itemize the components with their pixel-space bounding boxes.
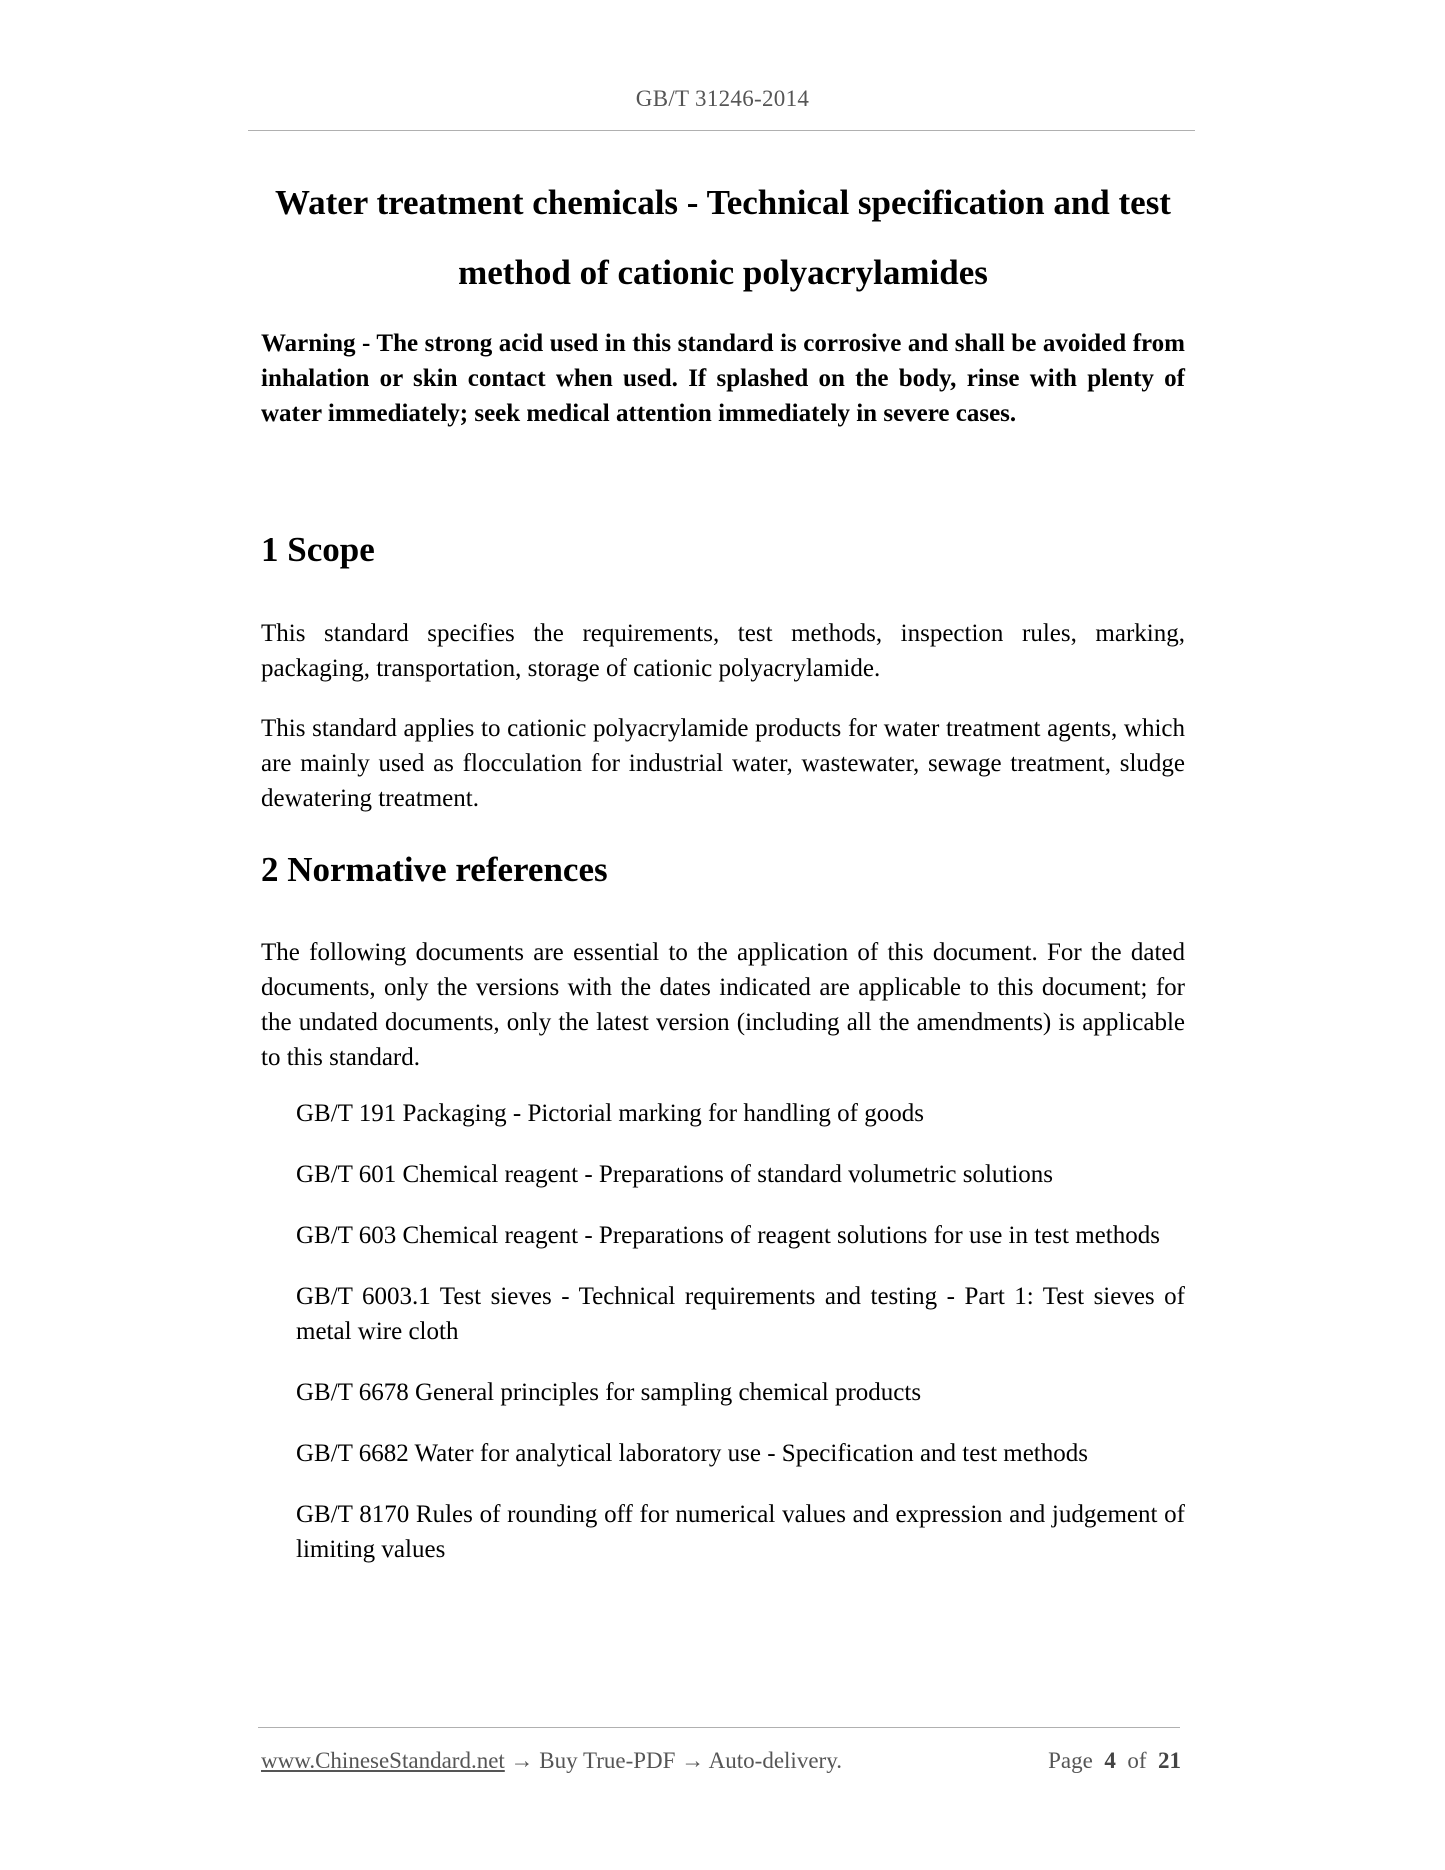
- document-title: [258, 168, 1188, 308]
- arrow-right-icon: →: [510, 1748, 534, 1773]
- reference-item: GB/T 601 Chemical reagent - Preparations of standard volumetric solutions: [296, 1161, 1054, 1188]
- footer-divider: [258, 1727, 1180, 1728]
- section-heading-scope: 1 Scope: [261, 530, 375, 569]
- page-of-label: of: [1127, 1748, 1147, 1773]
- warning-notice: Warning - The strong acid used in this standard is corrosive and shall be avoided from inhalation or skin contact when used. If splashed on the body, rinse with plenty of water immediately; seek medical attention immediately in severe cases.: [261, 330, 1185, 427]
- reference-item: GB/T 8170 Rules of rounding off for numerical values and expression and judgement of limiting values: [296, 1501, 1185, 1563]
- reference-item: GB/T 6003.1 Test sieves - Technical requirements and testing - Part 1: Test sieves of metal wire cloth: [296, 1283, 1185, 1345]
- header-divider: [248, 130, 1195, 131]
- footer-purchase-info: [261, 1746, 842, 1776]
- buy-true-pdf-text: Buy True-PDF: [539, 1748, 676, 1773]
- reference-item: GB/T 6678 General principles for sampling chemical products: [296, 1379, 922, 1406]
- document-title-line-1: Water treatment chemicals - Technical specification and test: [275, 183, 1171, 222]
- document-title-line-2: method of cationic polyacrylamides: [458, 253, 988, 292]
- reference-item: GB/T 191 Packaging - Pictorial marking for handling of goods: [296, 1100, 924, 1127]
- page-header-code: GB/T 31246-2014: [635, 86, 810, 111]
- scope-paragraph-1: This standard specifies the requirements, test methods, inspection rules, marking, packaging, transportation, storage of cationic polyacrylamide.: [261, 620, 1185, 682]
- arrow-right-icon: →: [681, 1748, 705, 1773]
- current-page-number: 4: [1104, 1748, 1116, 1773]
- reference-item: GB/T 6682 Water for analytical laboratory use - Specification and test methods: [296, 1440, 1088, 1467]
- page-label: Page: [1048, 1748, 1093, 1773]
- normative-references-list: [296, 1096, 1185, 1593]
- page-indicator: [1048, 1746, 1181, 1776]
- auto-delivery-text: Auto-delivery.: [708, 1748, 842, 1773]
- total-page-count: 21: [1158, 1748, 1181, 1773]
- website-link[interactable]: www.ChineseStandard.net: [261, 1748, 505, 1773]
- section-heading-normative-references: 2 Normative references: [261, 850, 608, 889]
- scope-paragraph-2: This standard applies to cationic polyacrylamide products for water treatment agents, which are mainly used as flocculation for industrial water, wastewater, sewage treatment, sludge dewatering treatment.: [261, 715, 1185, 812]
- normative-references-intro: The following documents are essential to the application of this document. For the dated documents, only the versions with the dates indicated are applicable to this document; for the undated documents, only the latest version (including all the amendments) is applicable to this standard.: [261, 939, 1185, 1071]
- reference-item: GB/T 603 Chemical reagent - Preparations of reagent solutions for use in test methods: [296, 1222, 1160, 1249]
